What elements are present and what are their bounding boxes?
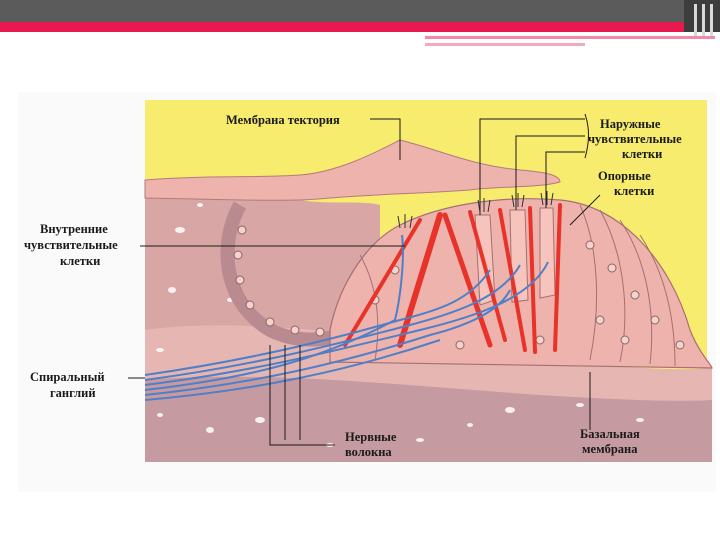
- label-spiral-ganglion-1: Спиральный: [30, 370, 105, 384]
- label-inner-hair-cells-2: чувствительные: [24, 238, 118, 252]
- label-basilar-membrane-1: Базальная: [580, 427, 640, 441]
- label-supporting-cells-1: Опорные: [598, 169, 651, 183]
- label-nerve-fibers-2: волокна: [345, 445, 392, 459]
- label-inner-hair-cells-1: Внутренние: [40, 222, 108, 236]
- label-basilar-membrane-2: мембрана: [582, 442, 638, 456]
- label-supporting-cells-2: клетки: [614, 184, 655, 198]
- label-outer-hair-cells-2: чувствительные: [588, 132, 682, 146]
- label-outer-hair-cells-3: клетки: [622, 147, 663, 161]
- label-tectorial-membrane: Мембрана тектория: [226, 113, 340, 127]
- label-nerve-fibers-1: Нервные: [345, 430, 397, 444]
- label-spiral-ganglion-2: ганглий: [50, 386, 96, 400]
- label-inner-hair-cells-3: клетки: [60, 254, 101, 268]
- label-outer-hair-cells-1: Наружные: [600, 117, 661, 131]
